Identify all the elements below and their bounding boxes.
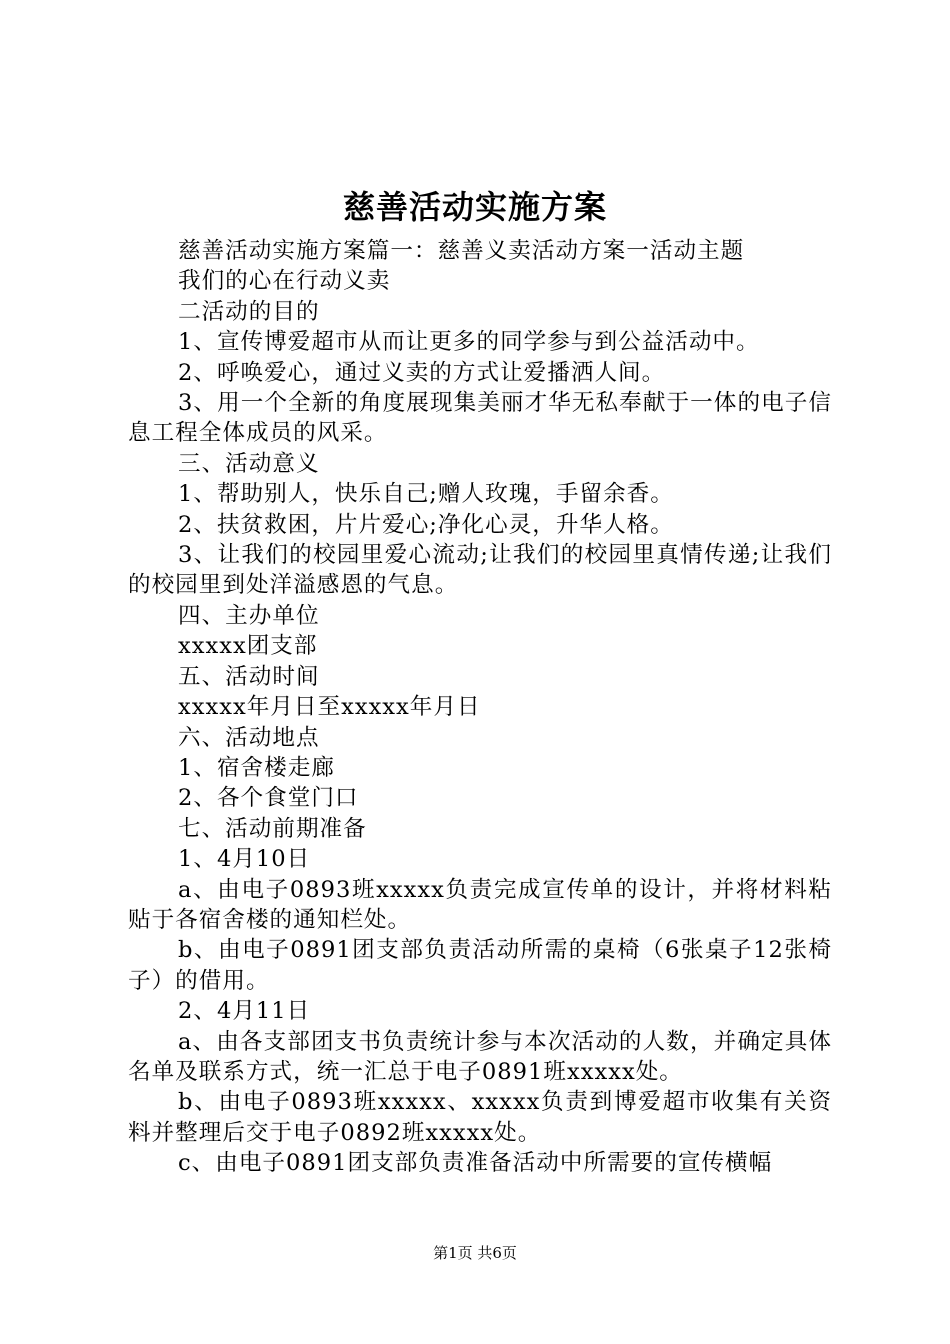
paragraph: b、由电子0891团支部负责活动所需的桌椅（6张桌子12张椅子）的借用。 [128,937,832,994]
paragraph: 1、宿舍楼走廊 [178,754,335,781]
paragraph: 五、活动时间 [178,663,320,690]
paragraph: 三、活动意义 [178,450,320,477]
paragraph: 2、呼唤爱心，通过义卖的方式让爱播洒人间。 [178,359,666,386]
paragraph: 二活动的目的 [178,298,320,325]
paragraph: 六、活动地点 [178,724,320,751]
paragraph: 七、活动前期准备 [178,815,367,842]
paragraph: xxxxx年月日至xxxxx年月日 [178,694,481,721]
paragraph: 1、帮助别人，快乐自己;赠人玫瑰，手留余香。 [178,481,674,508]
paragraph: 2、各个食堂门口 [178,785,359,812]
paragraph: a、由各支部团支书负责统计参与本次活动的人数，并确定具体名单及联系方式，统一汇总于电子0891班xxxxx处。 [128,1028,832,1085]
paragraph: 1、4月10日 [178,846,311,873]
page-footer: 第1页 共6页 [433,1244,517,1262]
paragraph: 慈善活动实施方案篇一：慈善义卖活动方案一活动主题 [178,238,745,264]
paragraph: 我们的心在行动义卖 [178,268,391,295]
paragraph: 1、宣传博爱超市从而让更多的同学参与到公益活动中。 [178,329,760,356]
paragraph: xxxxx团支部 [178,633,318,660]
paragraph: 2、扶贫救困，片片爱心;净化心灵，升华人格。 [178,511,674,538]
paragraph: 四、主办单位 [178,602,320,629]
paragraph: c、由电子0891团支部负责准备活动中所需要的宣传横幅 [178,1150,773,1177]
document-body [128,236,832,1179]
paragraph: 2、4月11日 [178,998,311,1025]
paragraph: b、由电子0893班xxxxx、xxxxx负责到博爱超市收集有关资料并整理后交于电子0892班xxxxx处。 [128,1089,832,1146]
paragraph: 3、让我们的校园里爱心流动;让我们的校园里真情传递;让我们的校园里到处洋溢感恩的气息。 [128,542,832,599]
paragraph: 3、用一个全新的角度展现集美丽才华无私奉献于一体的电子信息工程全体成员的风采。 [128,390,832,447]
document-title: 慈善活动实施方案 [342,188,607,226]
paragraph: a、由电子0893班xxxxx负责完成宣传单的设计，并将材料粘贴于各宿舍楼的通知栏处。 [128,876,832,933]
